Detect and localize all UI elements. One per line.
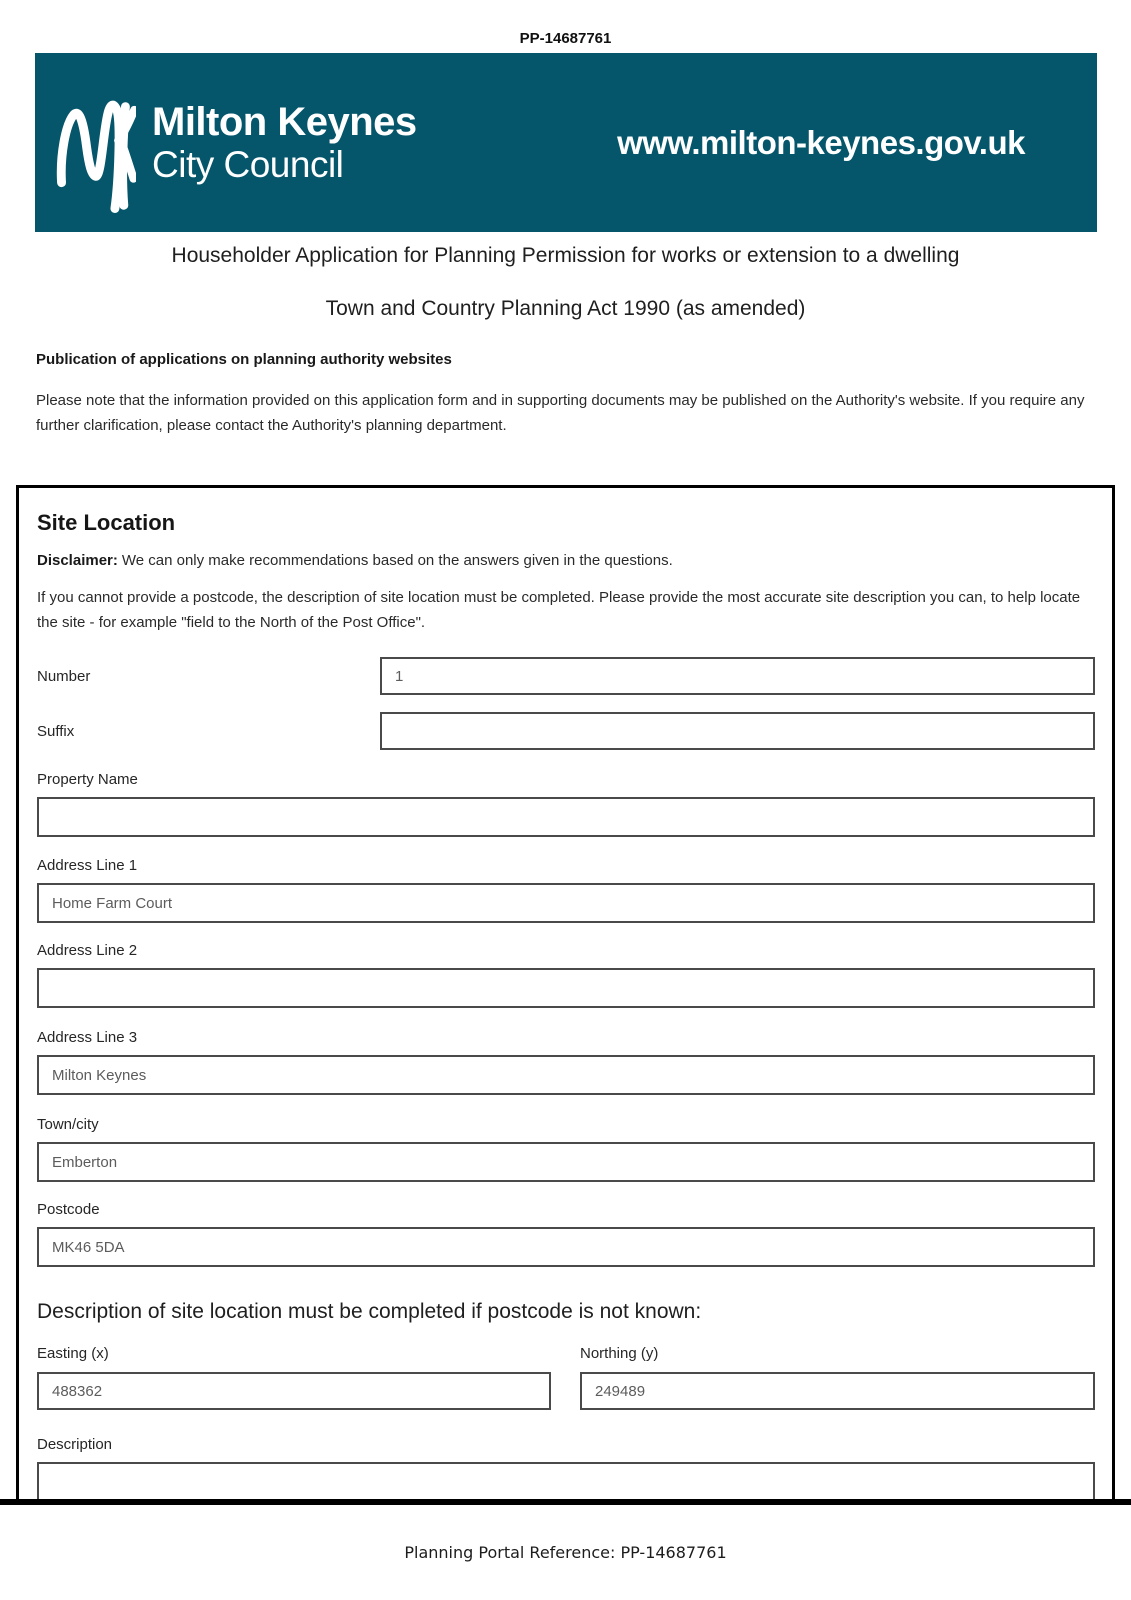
address-line-2-input[interactable] <box>37 968 1095 1008</box>
section-title: Site Location <box>37 510 176 535</box>
number-label: Number <box>37 667 91 685</box>
postcode-input[interactable] <box>37 1227 1095 1267</box>
number-input[interactable] <box>380 657 1095 695</box>
form-subtitle: Town and Country Planning Act 1990 (as amended) <box>325 297 806 320</box>
property-name-input[interactable] <box>37 797 1095 837</box>
site-location-section <box>16 485 1115 1499</box>
northing-field <box>580 1345 1095 1410</box>
easting-input[interactable] <box>37 1372 551 1410</box>
header-banner <box>35 53 1097 232</box>
mk-monogram-icon <box>55 70 136 215</box>
easting-label: Easting (x) <box>37 1345 109 1362</box>
address-line-2-label: Address Line 2 <box>37 942 138 959</box>
postcode-instructions: If you cannot provide a postcode, the description of site location must be completed. Please provide the most accurate site description you can, to help locate the site - for example "field to the North of the Post Office". <box>37 589 1081 631</box>
number-field-row <box>37 657 1095 695</box>
town-city-field <box>37 1116 1095 1182</box>
address-line-3-field <box>37 1029 1095 1095</box>
council-name <box>152 100 417 186</box>
council-name-line1: Milton Keynes <box>152 99 417 144</box>
disclaimer-label: Disclaimer: <box>37 552 118 569</box>
publication-heading: Publication of applications on planning authority websites <box>36 351 452 368</box>
description-textarea[interactable] <box>37 1462 1095 1499</box>
disclaimer-text: We can only make recommendations based on the answers given in the questions. <box>121 552 673 569</box>
address-line-1-field <box>37 857 1095 923</box>
address-line-1-input[interactable] <box>37 883 1095 923</box>
form-title: Householder Application for Planning Permission for works or extension to a dwelling <box>171 244 960 267</box>
council-website-url: www.milton-keynes.gov.uk <box>617 123 1025 161</box>
northing-label: Northing (y) <box>580 1345 659 1362</box>
easting-field <box>37 1345 551 1410</box>
suffix-input[interactable] <box>380 712 1095 750</box>
description-label: Description <box>37 1436 113 1453</box>
portal-reference-footer: Planning Portal Reference: PP-14687761 <box>404 1543 727 1562</box>
suffix-field-row <box>37 712 1095 750</box>
portal-reference-top: PP-14687761 <box>519 30 612 47</box>
description-required-heading: Description of site location must be completed if postcode is not known: <box>37 1300 702 1323</box>
postcode-field <box>37 1201 1095 1267</box>
northing-input[interactable] <box>580 1372 1095 1410</box>
town-city-input[interactable] <box>37 1142 1095 1182</box>
description-field <box>37 1436 1095 1499</box>
council-logo <box>55 70 417 215</box>
coordinates-row <box>37 1345 1095 1410</box>
address-line-3-input[interactable] <box>37 1055 1095 1095</box>
postcode-label: Postcode <box>37 1201 100 1218</box>
page-break-divider <box>0 1499 1131 1505</box>
council-name-line2: City Council <box>152 143 344 185</box>
address-line-1-label: Address Line 1 <box>37 857 138 874</box>
disclaimer <box>37 552 1095 569</box>
property-name-label: Property Name <box>37 771 138 788</box>
publication-note: Please note that the information provided on this application form and in supporting documents may be published on the Authority's website. If you require any further clarification, please contact the Authority's planning department. <box>36 392 1085 434</box>
address-line-3-label: Address Line 3 <box>37 1029 138 1046</box>
address-line-2-field <box>37 942 1095 1008</box>
suffix-label: Suffix <box>37 722 75 740</box>
town-city-label: Town/city <box>37 1116 99 1133</box>
property-name-field <box>37 771 1095 837</box>
